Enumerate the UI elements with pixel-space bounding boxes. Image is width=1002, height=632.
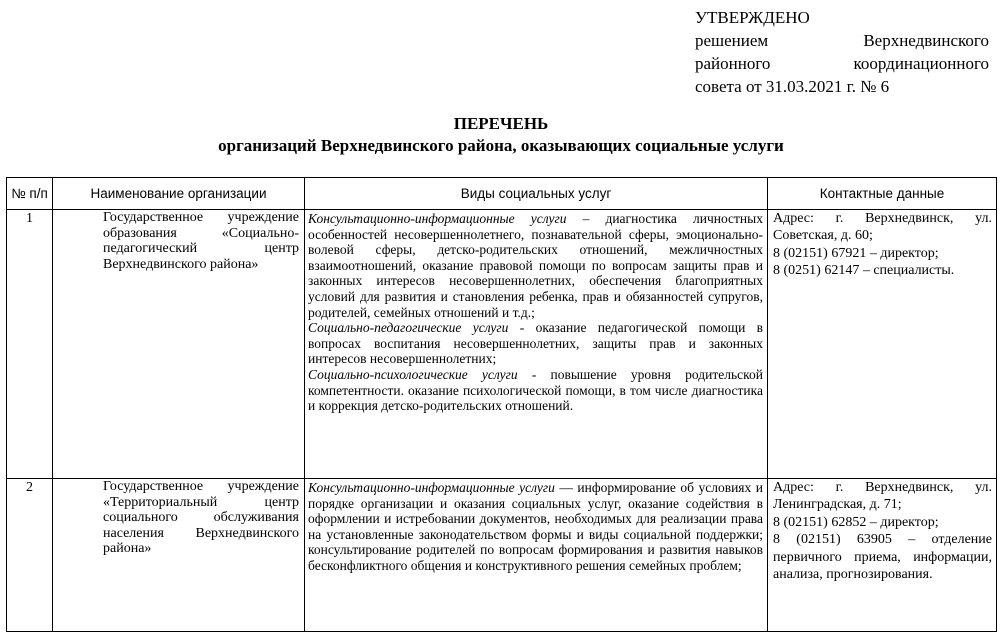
table-row (7, 479, 997, 632)
approval-heading: УТВЕРЖДЕНО (695, 8, 810, 27)
service-item (308, 367, 763, 414)
service-text: - повышение уровня родительской компетентности. оказание психологической помощи, в том числе диагностика и коррекция детско-родительских отношений. (308, 366, 763, 414)
org-line: «Территориальный центр (103, 494, 299, 510)
row-number: 1 (7, 210, 53, 479)
service-text: — информирование об условиях и порядке организации и оказания социальных услуг, оказание содействия в оформлении и истребовании документов, необходимых для реализации права на установленные законодательством формы и виды социальной поддержки; консультирование родителей по вопросам формирования и развития навыков бесконфликтного общения и конструктивного решения семейных проблем; (308, 480, 763, 573)
service-title: Социально-психологические услуги (308, 366, 518, 382)
approval-line: районного координационного (695, 54, 989, 73)
contact-phone: 8 (02151) 63905 – отделение первичного приема, информации, анализа, прогнозирования. (773, 532, 992, 583)
contact-address: Адрес: г. Верхнедвинск, ул. Ленинградская, д. 71; (773, 480, 992, 513)
service-item (308, 211, 763, 320)
organization-name (53, 479, 305, 632)
header-services: Виды социальных услуг (305, 178, 768, 210)
header-contacts: Контактные данные (768, 178, 997, 210)
service-text: - оказание педагогической помощи в вопросах воспитания несовершеннолетних, защиты прав и законных интересов несовершеннолетних; (308, 320, 763, 367)
org-line: Верхнедвинского района» (103, 256, 259, 272)
approval-line: решением Верхнедвинского (695, 31, 989, 50)
approval-stamp (695, 6, 989, 98)
org-line: Государственное учреждение (103, 479, 299, 494)
services-list (305, 479, 768, 632)
contact-phone: 8 (02151) 67921 – директор; (773, 245, 939, 261)
contact-address: Адрес: г. Верхнедвинск, ул. Советская, д. 60; (773, 211, 992, 244)
table-header-row (7, 178, 997, 210)
service-item (308, 320, 763, 367)
org-line: населения Верхнедвинского (103, 525, 299, 541)
document-title (0, 113, 1002, 157)
header-name: Наименование организации (53, 178, 305, 210)
row-number: 2 (7, 479, 53, 632)
service-title: Социально-педагогические услуги (308, 320, 509, 336)
org-line: социального обслуживания (103, 510, 299, 525)
service-title: Консультационно-информационные услуги (308, 480, 555, 495)
table-row (7, 210, 997, 479)
contact-info (768, 479, 997, 632)
org-line: Государственное учреждение (103, 210, 299, 225)
title-heading: ПЕРЕЧЕНЬ (453, 114, 549, 133)
approval-line: совета от 31.03.2021 г. № 6 (695, 77, 890, 96)
header-num: № п/п (7, 178, 53, 210)
services-list (305, 210, 768, 479)
org-line: педагогический центр (103, 241, 299, 256)
contact-phone: 8 (0251) 62147 – специалисты. (773, 263, 955, 279)
contact-info (768, 210, 997, 479)
services-table (6, 177, 997, 632)
org-line: образования «Социально- (103, 225, 299, 241)
org-line: района» (103, 541, 152, 556)
organization-name (53, 210, 305, 479)
service-item (308, 480, 763, 574)
service-text: – диагностика личностных особенностей несовершеннолетнего, познавательной сферы, эмоционально-волевой сферы, детско-родительских отношений, межличностных взаимоотношений, оказание правовой помощи по вопросам защиты прав и законных интересов несовершеннолетних, обеспечения благоприятных условий для развития и становления ребенка, прав и обязанностей супругов, родителей, семейных отношений и т.д.; (308, 211, 763, 320)
contact-phone: 8 (02151) 62852 – директор; (773, 514, 939, 530)
service-title: Консультационно-информационные услуги (308, 211, 567, 226)
title-subheading: организаций Верхнедвинского района, оказывающих социальные услуги (218, 136, 784, 155)
